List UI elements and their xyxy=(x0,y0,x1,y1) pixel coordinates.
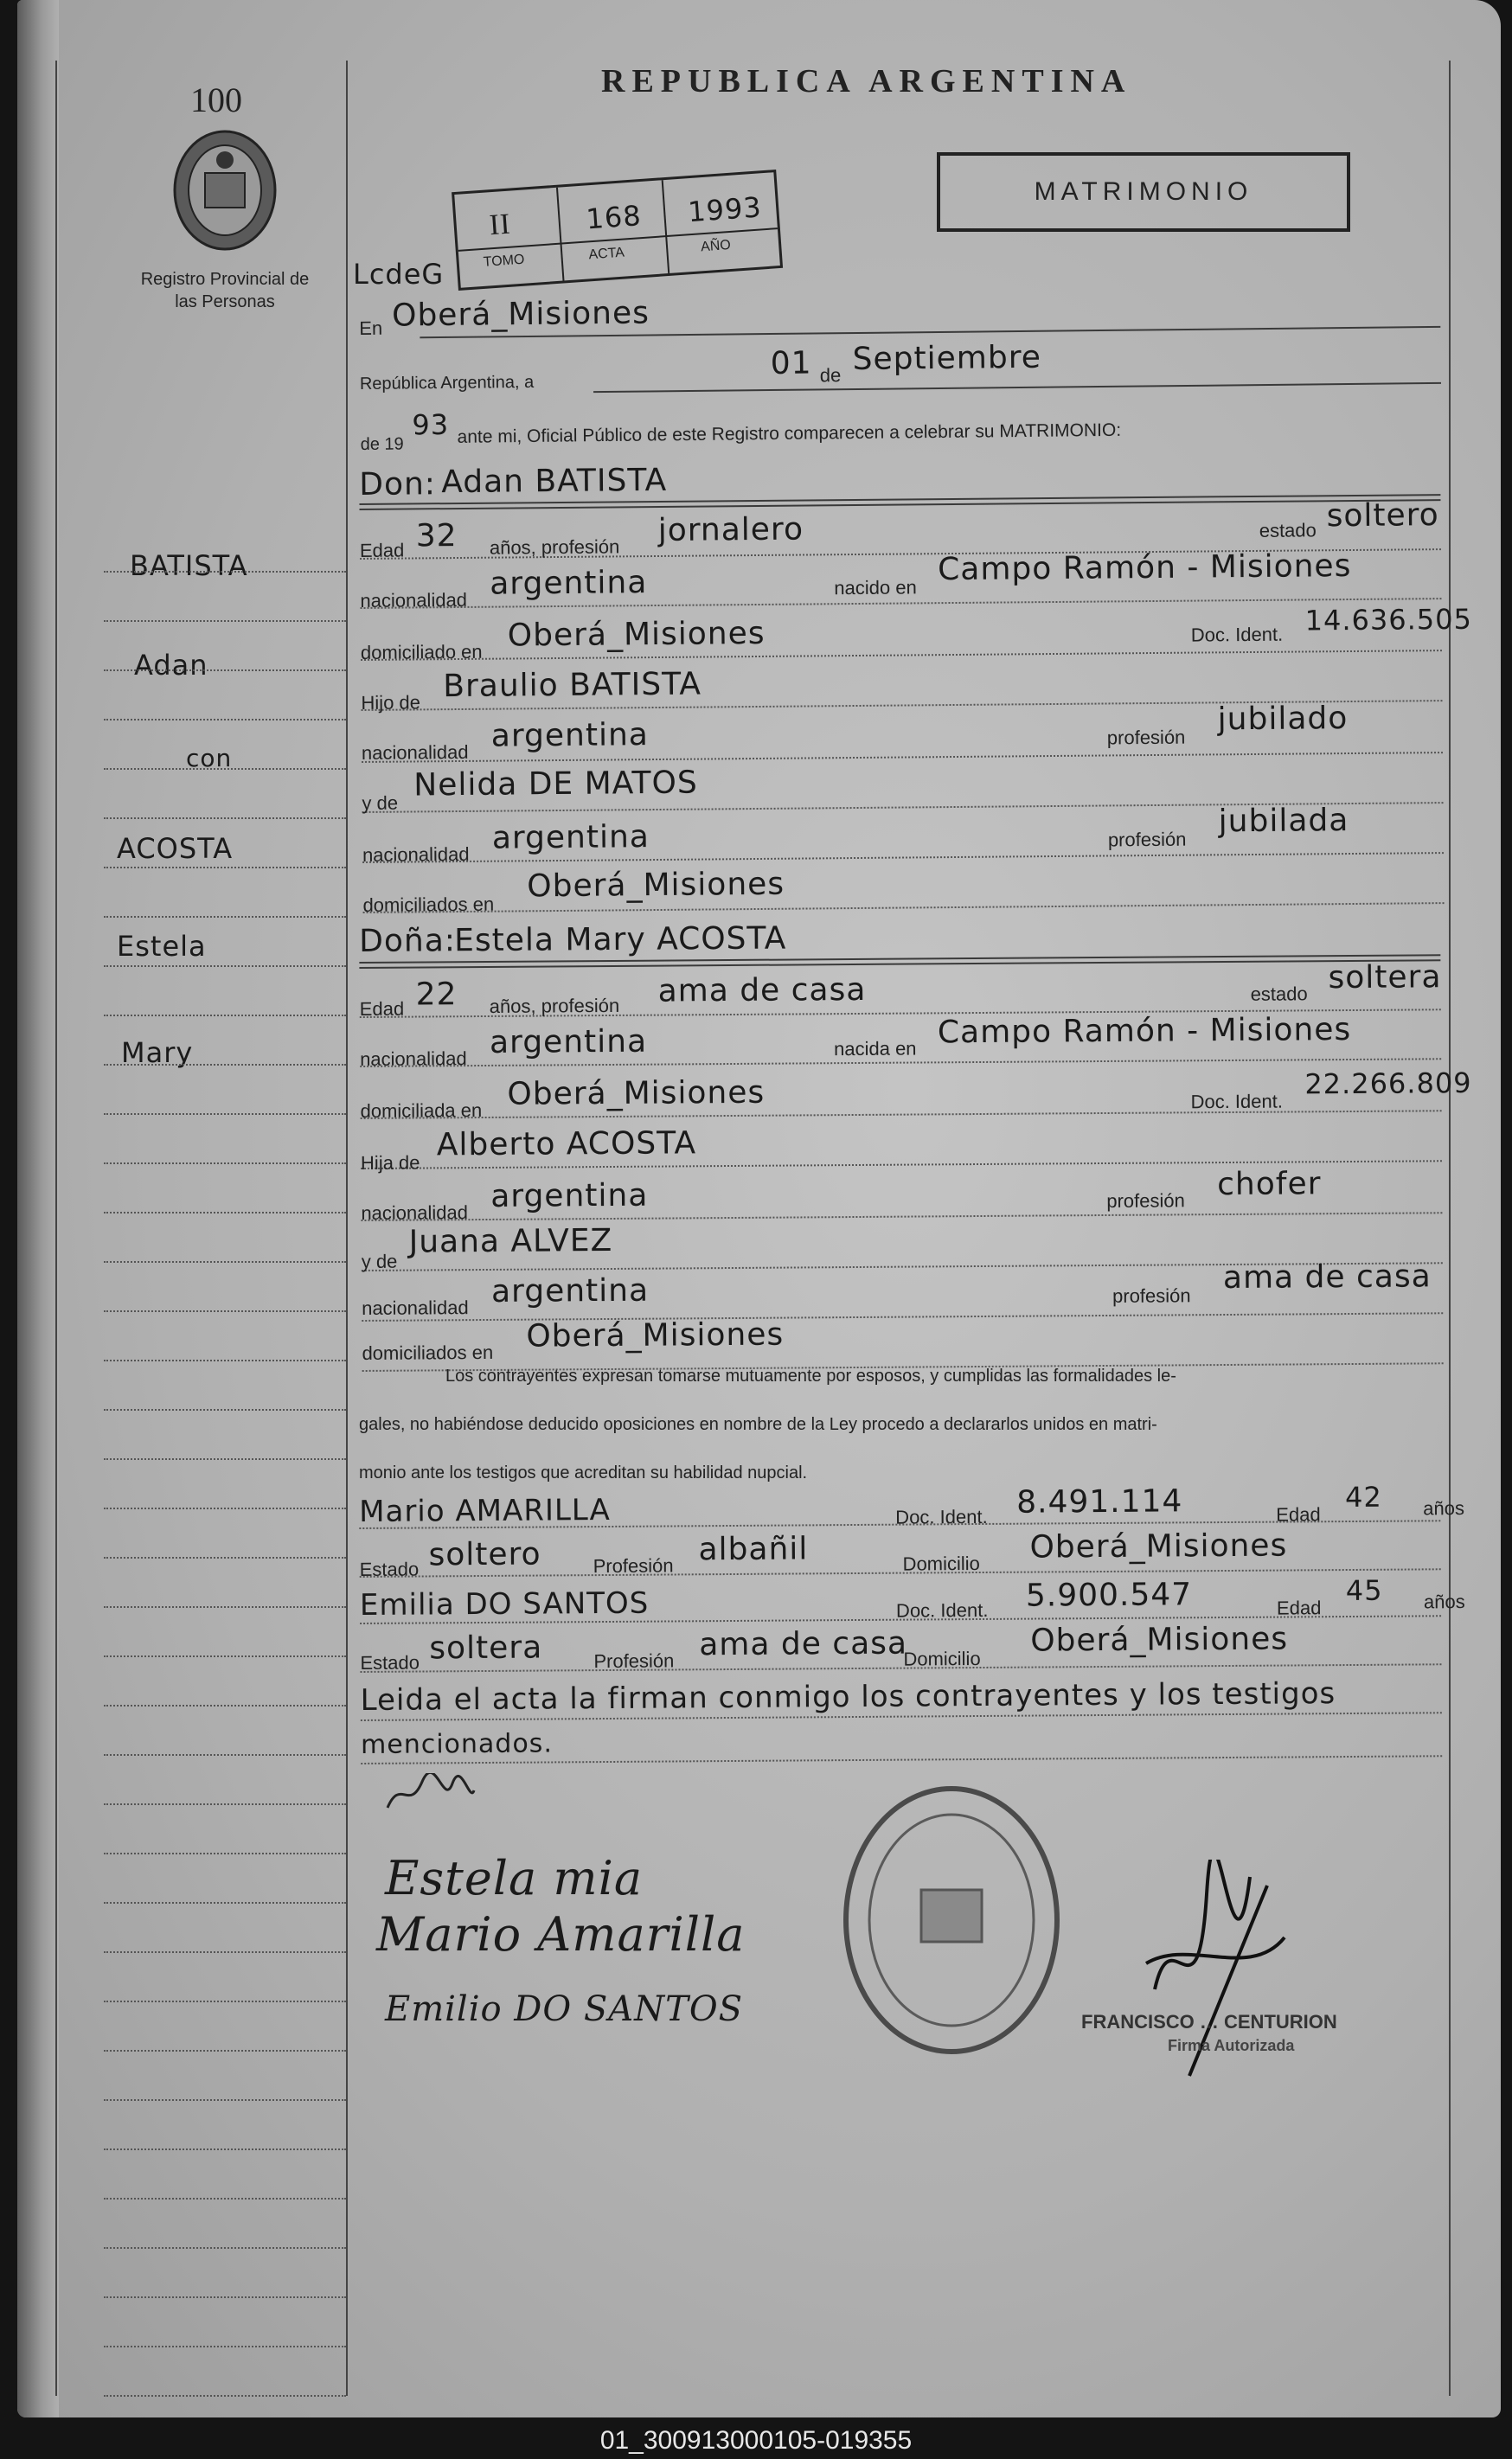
witness2-age: 45 xyxy=(1345,1573,1383,1608)
y-de-label: y de xyxy=(362,791,399,814)
bride-father-prof-label: profesión xyxy=(1106,1189,1185,1212)
witness1-doc: 8.491.114 xyxy=(1015,1483,1183,1521)
initials-scribble-icon xyxy=(383,1773,478,1816)
margin-con: con xyxy=(186,744,233,772)
bride-name: Estela Mary ACOSTA xyxy=(454,920,787,959)
witness2-status: soltera xyxy=(429,1630,543,1667)
intro-block xyxy=(359,295,1440,454)
bride-doc: 22.266.809 xyxy=(1304,1066,1472,1101)
margin-rule xyxy=(104,1853,346,1854)
witness1-anos-label: años xyxy=(1423,1497,1465,1520)
witness1-status: soltero xyxy=(428,1536,541,1573)
bride-y-de-label: y de xyxy=(361,1250,398,1272)
margin-rule xyxy=(104,1803,346,1805)
margin-rule xyxy=(104,1705,346,1707)
groom-doc-label: Doc. Ident. xyxy=(1190,623,1284,646)
witness2-doc-label: Doc. Ident. xyxy=(895,1598,989,1622)
margin-rule xyxy=(104,768,346,770)
groom-name: Adan BATISTA xyxy=(441,462,668,501)
column-divider xyxy=(346,61,348,2396)
groom-name-line2 xyxy=(360,499,1441,510)
margin-rule xyxy=(104,965,346,967)
groom-edad-label: Edad xyxy=(359,539,405,561)
witness1-estado-label: Estado xyxy=(359,1558,420,1580)
margin-rule xyxy=(104,1360,346,1361)
signature-bride: Estela mia xyxy=(385,1851,644,1905)
margin-rule xyxy=(104,2050,346,2052)
groom-father-profession: jubilado xyxy=(1217,701,1349,738)
groom-mother-nac-label: nacionalidad xyxy=(362,842,470,866)
volume-table-div1 xyxy=(556,188,565,281)
act-type-label: MATRIMONIO xyxy=(1034,177,1253,206)
groom-birthplace: Campo Ramón - Misiones xyxy=(937,548,1352,588)
bride-age: 22 xyxy=(415,977,458,1013)
official-stamp-icon xyxy=(839,1782,1064,2059)
bride-nacida-label: nacida en xyxy=(833,1037,917,1060)
groom-father-prof-label: profesión xyxy=(1106,726,1186,749)
page-number: 100 xyxy=(190,80,242,119)
margin-rule xyxy=(104,2001,346,2002)
province-seal-icon xyxy=(169,125,281,255)
witness2-prof-label: Profesión xyxy=(593,1649,675,1673)
declaration-line1: Los contrayentes expresan tomarse mutuamente por esposos, y cumplidas las formalidades le- xyxy=(445,1367,1176,1386)
margin-rule xyxy=(104,2346,346,2347)
margin-rule xyxy=(104,669,346,671)
groom-mother-prof-label: profesión xyxy=(1107,828,1187,851)
hija-label: Hija de xyxy=(360,1151,420,1174)
witness1-prof-label: Profesión xyxy=(593,1554,674,1578)
margin-rule xyxy=(104,817,346,819)
margin-rule xyxy=(104,719,346,720)
bride-anos-label: años, profesión xyxy=(489,994,620,1017)
witness2-estado-label: Estado xyxy=(360,1651,420,1674)
ano-label: AÑO xyxy=(700,237,732,255)
groom-profession: jornalero xyxy=(657,511,804,548)
de-label: de xyxy=(819,364,842,387)
witness1-edad-label: Edad xyxy=(1276,1503,1321,1526)
margin-rule xyxy=(104,867,346,868)
declaration-line3: monio ante los testigos que acreditan su habilidad nupcial. xyxy=(359,1463,808,1482)
bride-father: Alberto ACOSTA xyxy=(436,1125,697,1163)
witness2-dom-label: Domicilio xyxy=(903,1647,981,1670)
bride-dom-label: domiciliada en xyxy=(360,1099,483,1122)
margin-middle-bride: Mary xyxy=(121,1036,194,1069)
bride-doc-label: Doc. Ident. xyxy=(1190,1090,1283,1113)
act-type-box xyxy=(937,152,1350,232)
bride-mother-nac-label: nacionalidad xyxy=(362,1297,469,1319)
republica-label: República Argentina, a xyxy=(359,372,535,394)
signature-witness2: Emilio DO SANTOS xyxy=(385,1989,744,2029)
witness1-doc-label: Doc. Ident. xyxy=(895,1505,988,1528)
margin-divider xyxy=(55,61,57,2396)
witness2-doc: 5.900.547 xyxy=(1025,1577,1193,1614)
margin-rule xyxy=(104,1557,346,1559)
country-title: REPUBLICA ARGENTINA xyxy=(601,63,1132,99)
bride-estado-label: estado xyxy=(1250,983,1308,1005)
signature-witness1: Mario Amarilla xyxy=(376,1907,746,1962)
groom-nacido-label: nacido en xyxy=(834,576,917,599)
groom-domicile: Oberá_Misiones xyxy=(507,615,766,654)
bride-father-profession: chofer xyxy=(1217,1166,1322,1203)
official-title: Firma Autorizada xyxy=(1168,2037,1295,2054)
don-label: Don: xyxy=(359,466,437,503)
place-value: Oberá_Misiones xyxy=(391,295,650,334)
margin-rule xyxy=(104,2296,346,2298)
groom-parents-dom-label: domiciliados en xyxy=(362,893,495,916)
witness2-edad-label: Edad xyxy=(1276,1597,1322,1619)
bride-parents-domicile: Oberá_Misiones xyxy=(526,1316,785,1354)
intro-statement: ante mi, Oficial Público de este Registro comparecen a celebrar su MATRIMONIO: xyxy=(457,419,1122,447)
witness2-anos-label: años xyxy=(1423,1591,1465,1613)
bride-mother-prof-label: profesión xyxy=(1112,1284,1191,1307)
groom-row8-line xyxy=(363,902,1445,913)
bride-mother: Juana ALVEZ xyxy=(408,1222,613,1260)
bride-birthplace: Campo Ramón - Misiones xyxy=(937,1011,1352,1051)
margin-rule xyxy=(104,1458,346,1460)
margin-rule xyxy=(104,2198,346,2200)
margin-rule xyxy=(104,1606,346,1608)
groom-mother: Nelida DE MATOS xyxy=(413,765,698,804)
groom-father-nac-label: nacionalidad xyxy=(361,740,469,764)
margin-rule xyxy=(104,1015,346,1016)
witness2-domicile: Oberá_Misiones xyxy=(1030,1621,1289,1659)
hijo-label: Hijo de xyxy=(361,691,421,714)
groom-dom-label: domiciliado en xyxy=(360,640,483,663)
margin-rule xyxy=(104,1212,346,1213)
acta-value: 168 xyxy=(585,199,643,236)
margin-rule xyxy=(104,1162,346,1164)
witness1-domicile: Oberá_Misiones xyxy=(1029,1527,1288,1566)
year-prefix: de 19 xyxy=(360,434,404,454)
right-border xyxy=(1449,61,1451,2396)
witness1-profession: albañil xyxy=(698,1531,809,1568)
witness1-name: Mario AMARILLA xyxy=(359,1492,611,1529)
margin-rule xyxy=(104,571,346,573)
registry-name: Registro Provincial de las Personas xyxy=(140,270,310,311)
bride-father-nac-label: nacionalidad xyxy=(361,1201,469,1224)
margin-rule xyxy=(104,2395,346,2397)
margin-rule xyxy=(104,620,346,622)
margin-rule xyxy=(104,1754,346,1756)
bride-nac-label: nacionalidad xyxy=(360,1047,467,1070)
groom-parents-domicile: Oberá_Misiones xyxy=(527,866,785,905)
en-label: En xyxy=(359,317,383,339)
margin-rule xyxy=(104,2099,346,2101)
groom-estado-label: estado xyxy=(1259,519,1317,541)
bride-mother-profession: ama de casa xyxy=(1222,1258,1432,1297)
margin-surname-bride: ACOSTA xyxy=(117,832,234,865)
groom-mother-profession: jubilada xyxy=(1218,803,1349,840)
margin-rule xyxy=(104,1261,346,1263)
margin-rule xyxy=(104,1902,346,1904)
groom-section xyxy=(359,449,1473,916)
bride-edad-label: Edad xyxy=(359,997,405,1020)
witness2-name: Emilia DO SANTOS xyxy=(359,1585,650,1623)
dona-label: Doña: xyxy=(359,923,457,959)
closing-line1: Leida el acta la firman conmigo los contrayentes y los testigos xyxy=(360,1676,1336,1718)
bride-domicile: Oberá_Misiones xyxy=(507,1074,766,1112)
groom-nationality: argentina xyxy=(490,565,648,602)
margin-rule xyxy=(104,1113,346,1115)
document-page xyxy=(17,0,1501,2417)
groom-age: 32 xyxy=(415,518,458,554)
margin-rule xyxy=(104,916,346,918)
ano-value: 1993 xyxy=(686,190,763,229)
witness1-age: 42 xyxy=(1344,1480,1382,1514)
margin-rule xyxy=(104,1409,346,1411)
margin-name-groom: Adan xyxy=(134,649,208,682)
bride-parents-dom-label: domiciliados en xyxy=(362,1341,494,1364)
margin-rule xyxy=(104,2148,346,2150)
bride-father-nationality: argentina xyxy=(490,1177,649,1214)
footer-code: 01_300913000105-019355 xyxy=(599,2426,913,2455)
margin-rule xyxy=(104,1310,346,1312)
margin-rule xyxy=(104,1064,346,1066)
witness2-profession: ama de casa xyxy=(699,1625,908,1663)
signatures-area xyxy=(359,1773,1449,2379)
groom-nac-label: nacionalidad xyxy=(360,588,468,612)
groom-father: Braulio BATISTA xyxy=(443,666,702,705)
margin-rule xyxy=(104,1951,346,1953)
bride-mother-nationality: argentina xyxy=(490,1272,650,1310)
groom-father-nationality: argentina xyxy=(490,717,650,754)
bride-nationality: argentina xyxy=(489,1023,648,1060)
month-value: Septiembre xyxy=(852,339,1042,378)
groom-doc: 14.636.505 xyxy=(1304,602,1473,637)
margin-name-bride: Estela xyxy=(117,930,207,963)
year-suffix: 93 xyxy=(412,407,450,442)
margin-surname-groom: BATISTA xyxy=(130,549,248,582)
tomo-label: TOMO xyxy=(483,252,525,270)
bride-profession: ama de casa xyxy=(657,971,867,1009)
bride-status: soltera xyxy=(1328,959,1442,996)
declaration-line2: gales, no habiéndose deducido oposiciones en nombre de la Ley procedo a declararlos unidos en matri- xyxy=(359,1415,1157,1434)
margin-rule xyxy=(104,2247,346,2249)
acta-label: ACTA xyxy=(587,245,625,263)
volume-table xyxy=(452,170,783,291)
side-code: LcdeG xyxy=(353,258,445,291)
bride-row7-line xyxy=(362,1312,1443,1322)
closing-line2: mencionados. xyxy=(360,1728,554,1760)
tomo-value: II xyxy=(488,208,512,242)
day-value: 01 xyxy=(770,345,812,382)
groom-anos-label: años, profesión xyxy=(489,535,620,559)
groom-mother-nationality: argentina xyxy=(491,819,650,856)
date-line xyxy=(593,382,1441,393)
witness1-dom-label: Domicilio xyxy=(902,1552,980,1575)
margin-rule xyxy=(104,1508,346,1509)
margin-rule xyxy=(104,1655,346,1657)
groom-status: soltero xyxy=(1326,497,1439,535)
official-name: FRANCISCO … CENTURION xyxy=(1081,2011,1337,2033)
volume-table-div2 xyxy=(662,180,670,273)
